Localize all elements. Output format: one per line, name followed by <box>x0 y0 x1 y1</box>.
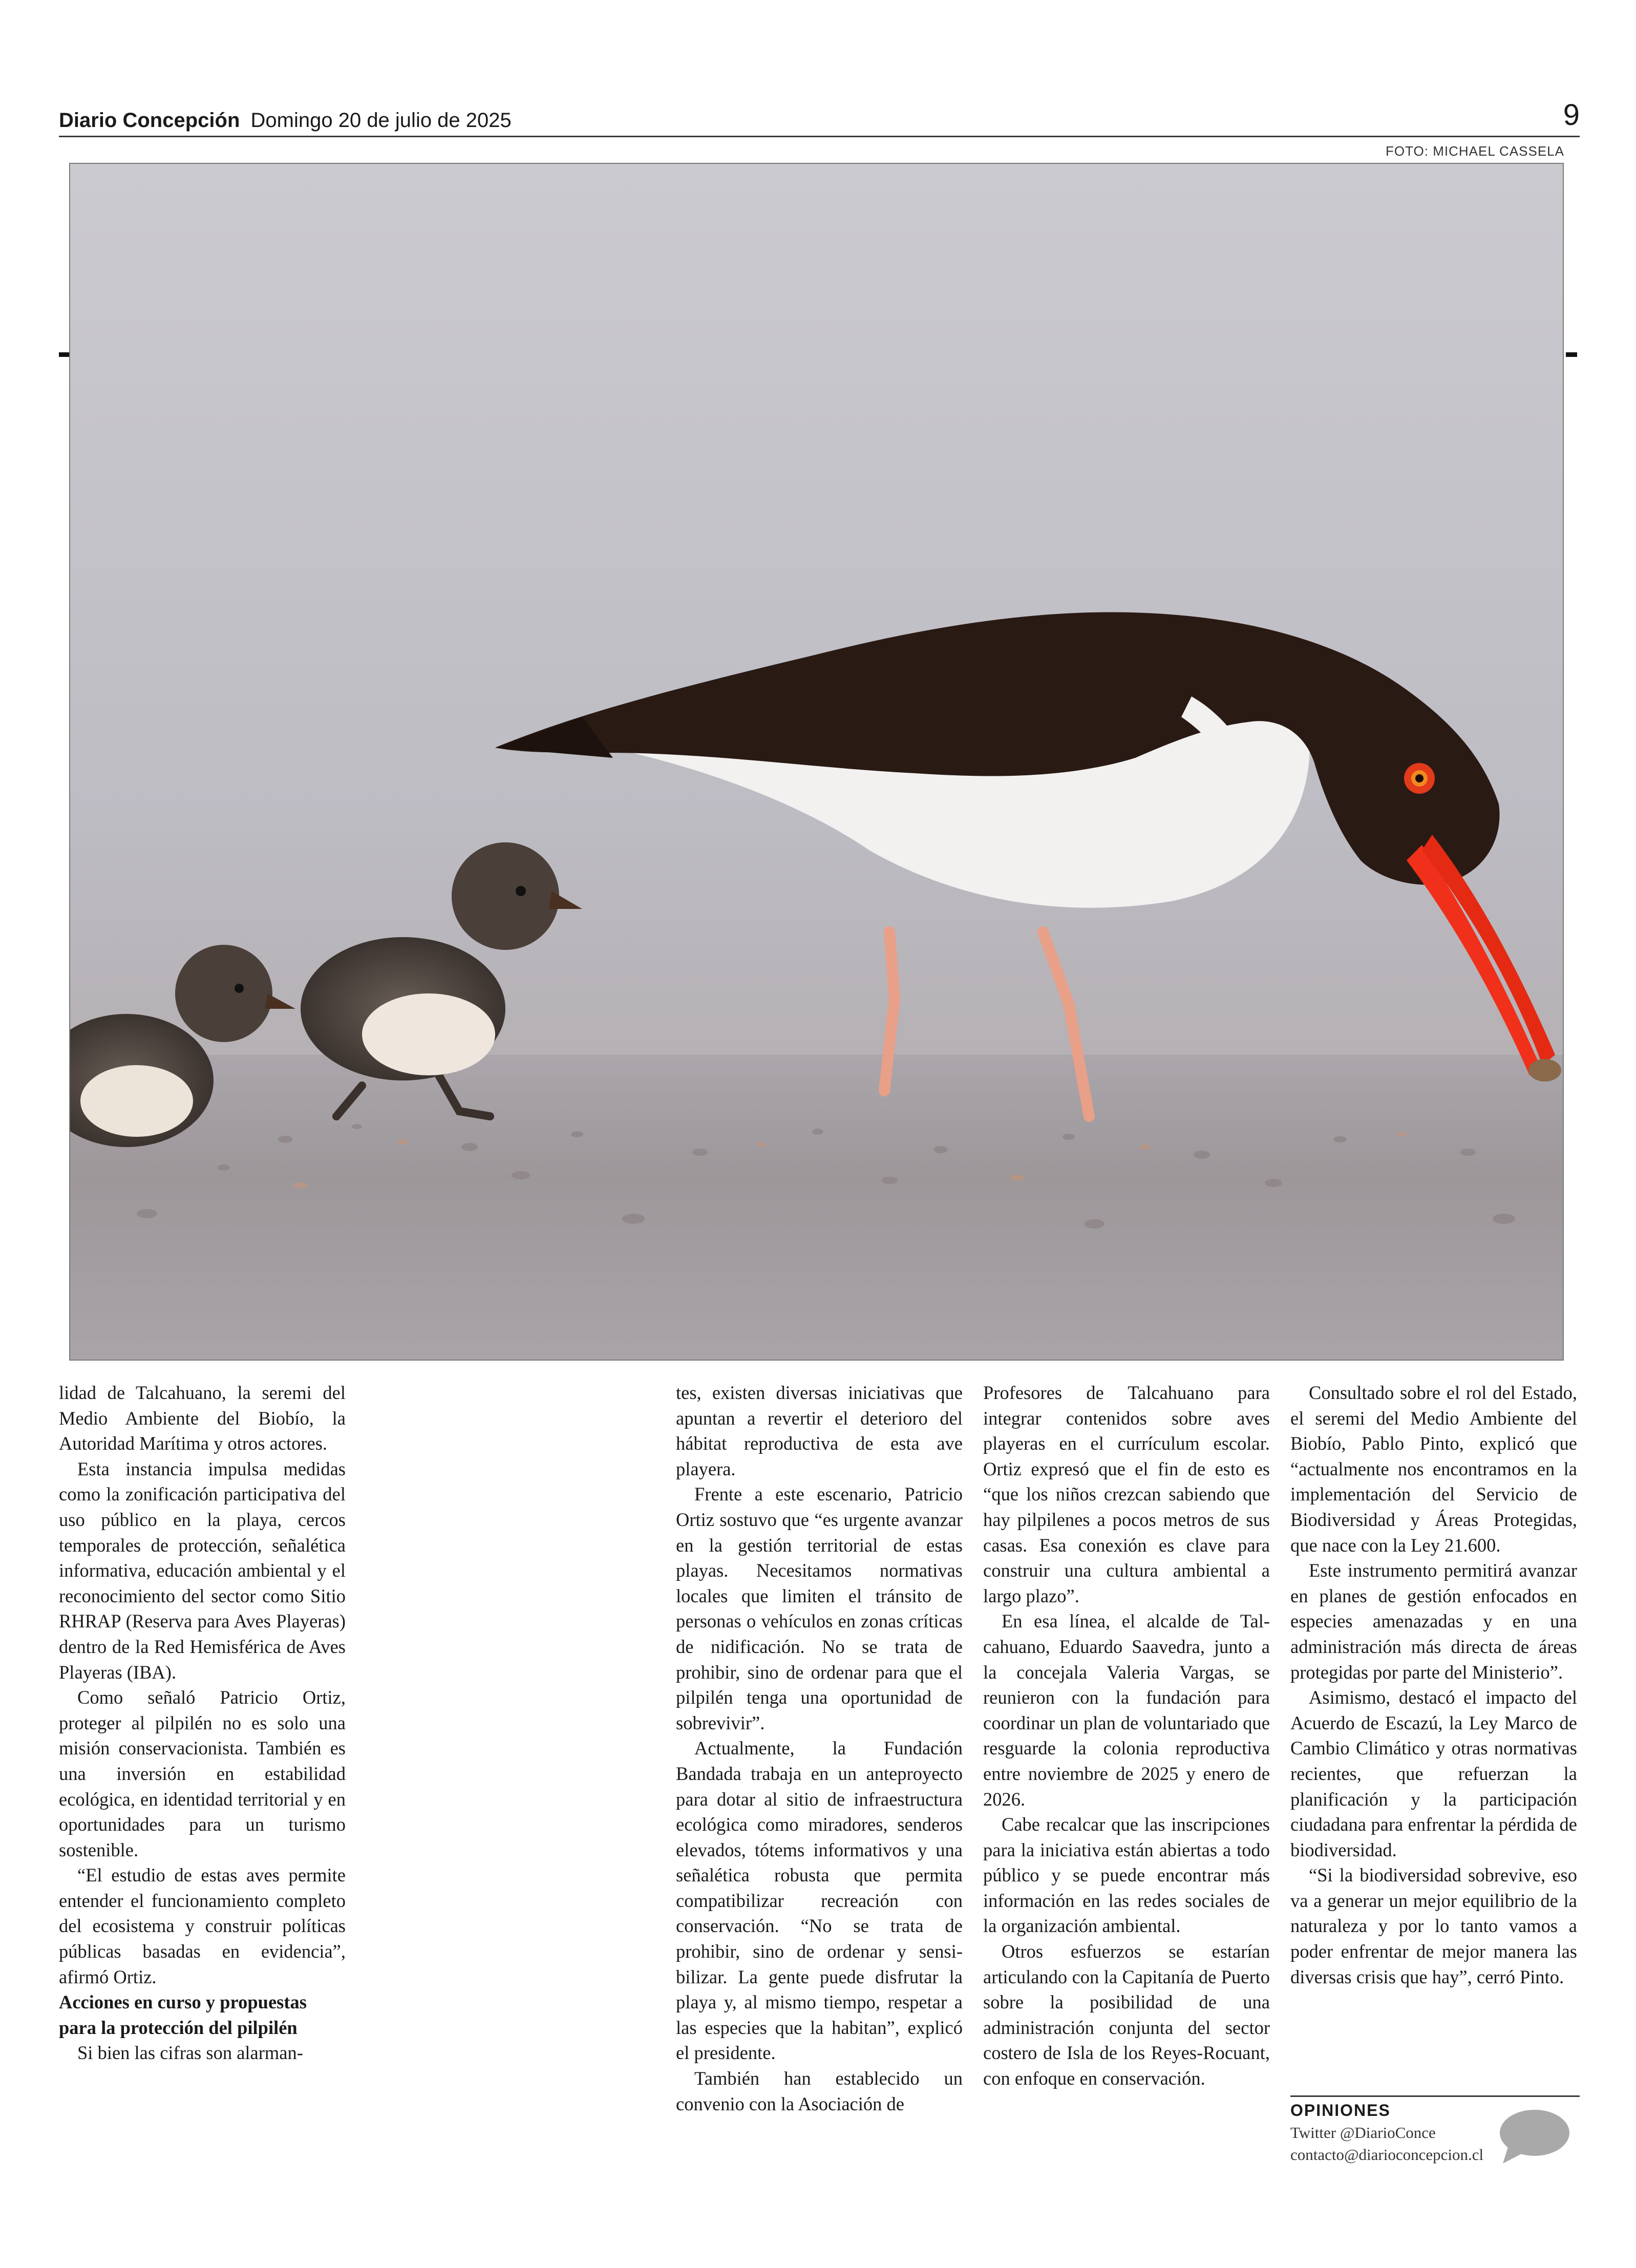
paragraph: “El estudio de estas aves permite entender el funcionamiento completo del ecosistema y construir políticas públicas basadas en evidencia”, afirmó Ortiz. <box>59 1864 346 1987</box>
article-column-1 <box>59 1380 346 2066</box>
paragraph: En esa línea, el alcalde de Talcahuano, Eduardo Saavedra, junto a la concejala Valeria Vargas, se reunieron con la fundación para coordinar un plan de voluntariado que resguarde la colonia reproductiva entre noviembre de 2025 y enero de 2026. <box>983 1610 1270 1810</box>
article-column-2 <box>676 1380 963 2116</box>
paragraph: Si bien las cifras son alarman- <box>77 2042 303 2064</box>
article-column-4 <box>1290 1380 1577 1989</box>
paragraph: Esta instancia impulsa medidas como la zonificación participativa del uso público en la playa, cercos temporales de protección, señalética informativa, educación ambiental y el reconocimiento del sector como Sitio RHRAP (Reserva para Aves Playeras) dentro de la Red Hemisférica de Aves Playeras (IBA). <box>59 1458 346 1683</box>
twitter-handle[interactable]: Twitter @DiarioConce <box>1290 2124 1436 2142</box>
paragraph: Este instrumento permitirá avanzar en planes de gestión enfocados en especies amenazadas y en una administración más directa de áreas protegidas por parte del Ministerio”. <box>1290 1560 1577 1683</box>
speech-bubble-icon <box>1498 2106 1572 2168</box>
paragraph: También han establecido un convenio con la Asociación de <box>676 2068 963 2114</box>
paragraph: Profesores de Talcahuano para integrar contenidos sobre aves playeras en el currículum escolar. Ortiz expresó que el fin de esto es “que los niños crezcan sabiendo que hay pilpilenes a pocos metros de sus casas. Esa conexión es clave para construir una cultura ambiental a largo plazo”. <box>983 1382 1270 1606</box>
paragraph: Consultado sobre el rol del Estado, el seremi del Medio Ambiente del Biobío, Pablo Pinto, explicó que “actualmente nos encontramos en la implementación del Servicio de Biodiversidad y Áreas Protegidas, que nace con la Ley 21.600. <box>1290 1382 1577 1556</box>
paragraph: Otros esfuerzos se estarían articulando con la Capitanía de Puerto sobre la posibilidad de una administración conjunta del sector costero de Isla de los Reyes-Rocuant, con enfoque en conservación. <box>983 1941 1270 2089</box>
paragraph: “Si la biodiversidad sobrevive, eso va a generar un mejor equilibrio de la naturaleza y por lo tanto vamos a poder enfrentar de mejor manera las diversas crisis que hay”, cerró Pinto. <box>1290 1864 1577 1987</box>
paragraph: Asimismo, destacó el impacto del Acuerdo de Escazú, la Ley Marco de Cambio Climático y otras normativas recientes, que refuerzan la planificación y la participación ciudadana para enfrentar la pérdida de biodiversidad. <box>1290 1687 1577 1860</box>
left-margin-mark <box>59 352 70 357</box>
opinions-label: OPINIONES <box>1290 2101 1391 2119</box>
oystercatcher-photo <box>69 163 1564 1361</box>
paragraph: Cabe recalcar que las inscripciones para la iniciativa están abiertas a todo público y se puede encontrar más información en las redes sociales de la organización ambiental. <box>983 1814 1270 1937</box>
section-subhead: Acciones en curso y propuestas para la protección del pilpilén <box>59 1991 307 2038</box>
masthead <box>59 105 1580 136</box>
contact-email[interactable]: contacto@diarioconcepcion.cl <box>1290 2146 1484 2164</box>
photo-illustration <box>70 164 1563 1360</box>
newspaper-name: Diario Concepción <box>59 109 240 132</box>
paragraph: Actualmente, la Fundación Bandada trabaja en un anteproyecto para dotar al sitio de infraestructura ecológica como miradores, senderos elevados, tótems informativos y una señalética robusta que permita compatibilizar recreación con conservación. “No se trata de prohibir, sino de ordenar y sensibilizar. La gente puede disfrutar la playa y, al mismo tiempo, respetar a las especies que la habitan”, explicó el presidente. <box>676 1737 963 2064</box>
paragraph: Frente a este escenario, Patricio Ortiz sostuvo que “es urgente avanzar en la gestión territorial de estas playas. Necesitamos normativas locales que limiten el tránsito de personas o vehículos en zonas críticas de nidificación. No se trata de prohibir, sino de ordenar para que el pilpilén tenga una oportunidad de sobrevivir”. <box>676 1483 963 1733</box>
issue-date: Domingo 20 de julio de 2025 <box>250 109 512 132</box>
page-number: 9 <box>1563 98 1580 132</box>
article-column-3 <box>983 1380 1270 2091</box>
paragraph: lidad de Talcahuano, la seremi del Medio Ambiente del Biobío, la Autoridad Marítima y otros actores. <box>59 1382 346 1454</box>
header-rule <box>59 136 1580 137</box>
photo-credit: FOTO: MICHAEL CASSELA <box>1386 143 1564 159</box>
paragraph: tes, existen diversas iniciativas que apuntan a revertir el deterioro del hábitat reproductiva de esta ave playera. <box>676 1382 963 1479</box>
sand <box>70 1055 1563 1360</box>
opinions-box <box>1290 2095 1580 2174</box>
right-margin-mark <box>1566 352 1577 357</box>
paragraph: Como señaló Patricio Ortiz, proteger al pilpilén no es solo una misión conservacionista. También es una inversión en estabilidad ecológica, en identidad territorial y en oportunidades para un turismo sostenible. <box>59 1687 346 1860</box>
